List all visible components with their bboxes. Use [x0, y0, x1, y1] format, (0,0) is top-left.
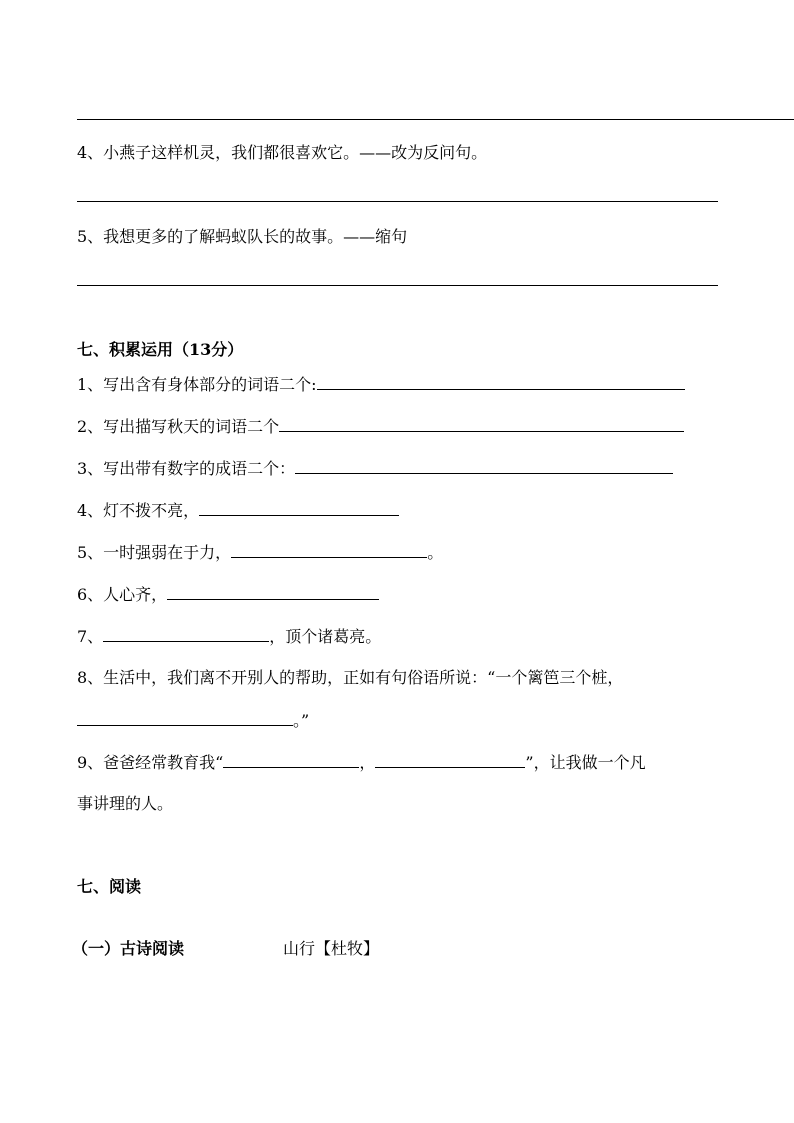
accumulate-item-5-label: 5、一时强弱在于力，: [77, 543, 232, 562]
accumulate-item-7-suffix: ，顶个诸葛亮。: [269, 627, 382, 646]
accumulate-item-9: [77, 751, 646, 774]
poem-title: 山行【杜牧】: [283, 939, 380, 958]
answer-blank-3[interactable]: [295, 457, 673, 474]
accumulate-item-9-line2: 事讲理的人。: [77, 794, 174, 813]
accumulate-item-8-line2: [77, 709, 309, 732]
accumulate-item-5: [77, 541, 443, 564]
accumulate-item-8: [77, 667, 623, 689]
accumulate-item-8-label: 8、生活中，我们离不开别人的帮助，正如有句俗语所说：“一个篱笆三个桩，: [77, 668, 624, 687]
answer-blank-9a[interactable]: [223, 751, 359, 768]
accumulate-item-1: [77, 373, 685, 396]
section-title-reading: 七、阅读: [77, 877, 142, 896]
accumulate-item-9-suffix: ”，让我做一个凡: [525, 753, 646, 772]
accumulate-item-7-prefix: 7、: [77, 627, 104, 646]
question-4-rewrite: 4、小燕子这样机灵，我们都很喜欢它。——改为反问句。: [77, 143, 488, 162]
accumulate-item-6-label: 6、人心齐，: [77, 585, 168, 604]
accumulate-item-9-mid: ，: [359, 753, 376, 772]
answer-blank-7[interactable]: [103, 625, 269, 642]
answer-line-q5[interactable]: [77, 285, 718, 286]
question-5-shorten: 5、我想更多的了解蚂蚁队长的故事。——缩句: [77, 227, 408, 246]
answer-blank-8[interactable]: [77, 709, 293, 726]
accumulate-item-5-suffix: 。: [427, 543, 444, 562]
answer-blank-9b[interactable]: [375, 751, 525, 768]
answer-line-q3[interactable]: [77, 119, 794, 120]
accumulate-item-6: [77, 583, 379, 606]
accumulate-item-7: [77, 625, 381, 648]
accumulate-item-3: [77, 457, 673, 480]
reading-subsection-title: （一）古诗阅读: [72, 939, 185, 958]
accumulate-item-4: [77, 499, 399, 522]
accumulate-item-9-label: 9、爸爸经常教育我“: [77, 753, 224, 772]
accumulate-item-2: [77, 415, 684, 438]
accumulate-item-1-label: 1、写出含有身体部分的词语二个:: [77, 375, 317, 394]
answer-blank-1[interactable]: [317, 373, 685, 390]
answer-line-q4[interactable]: [77, 201, 718, 202]
answer-blank-5[interactable]: [231, 541, 427, 558]
accumulate-item-8-suffix: 。”: [293, 711, 310, 730]
answer-blank-2[interactable]: [279, 415, 684, 432]
answer-blank-4[interactable]: [199, 499, 399, 516]
accumulate-item-3-label: 3、写出带有数字的成语二个：: [77, 459, 296, 478]
accumulate-item-2-label: 2、写出描写秋天的词语二个: [77, 417, 280, 436]
answer-blank-6[interactable]: [167, 583, 379, 600]
accumulate-item-4-label: 4、灯不拨不亮，: [77, 501, 200, 520]
section-title-accumulate: 七、积累运用（13分）: [77, 340, 244, 359]
